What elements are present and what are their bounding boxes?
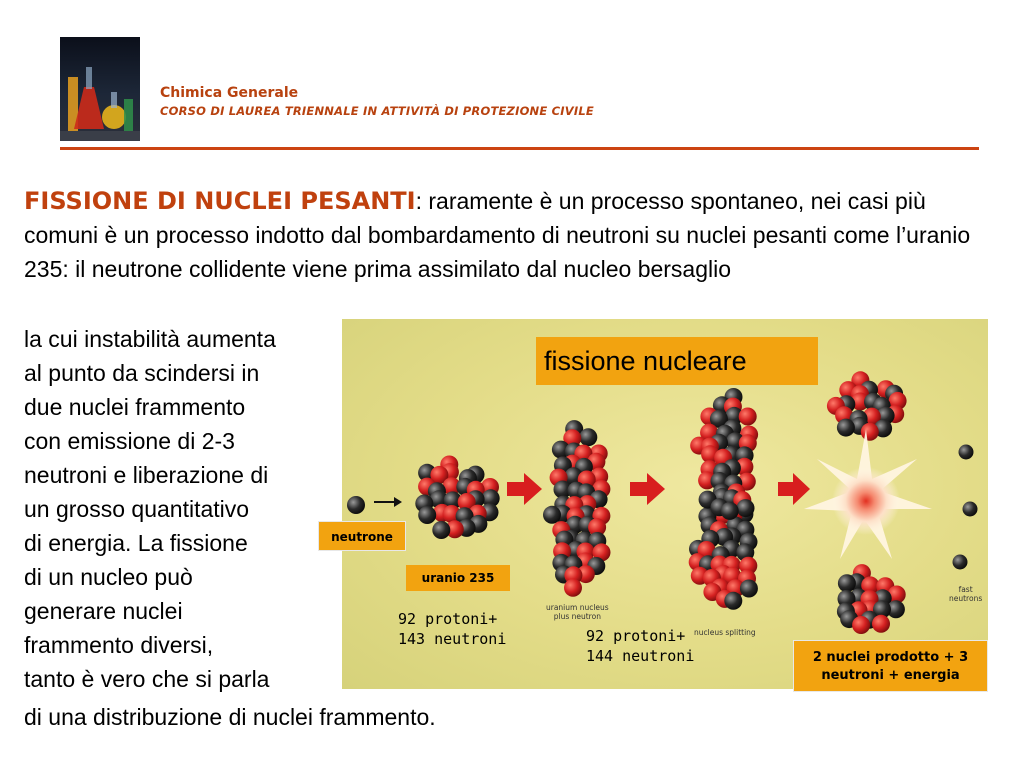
proton-sphere [872, 615, 890, 633]
caption-line: plus neutron [553, 612, 601, 621]
text-line: la cui instabilità aumenta [24, 326, 276, 352]
neutron-sphere [579, 428, 597, 446]
neutron-sphere [432, 521, 450, 539]
neutron-sphere [543, 506, 561, 524]
logo-lab-glassware [60, 37, 140, 141]
u236-protons: 92 protoni+ [586, 627, 686, 645]
neutron-sphere [418, 506, 436, 524]
label-uranium-235: uranio 235 [406, 565, 510, 591]
intro-text: : raramente è un processo spontaneo, nei casi più comuni è un processo indotto dal bombardamento di neutroni su nuclei pesanti come l’uranio 235: il neutrone collidente viene prima assimilato dal nucleo bersaglio [24, 188, 971, 282]
caption-line: fast [958, 585, 973, 594]
nucleus-splitting-caption: nucleus splitting [694, 628, 756, 637]
text-line: di energia. La fissione [24, 530, 248, 556]
incoming-arrow [374, 497, 402, 507]
diagram-title: fissione nucleare [536, 337, 818, 385]
header-divider [60, 147, 979, 150]
uranium-nucleus-caption [546, 603, 609, 621]
neutron-sphere [838, 574, 856, 592]
proton-sphere [852, 616, 870, 634]
proton-sphere [739, 408, 757, 426]
energy-flash [804, 429, 932, 559]
process-arrow [630, 473, 665, 505]
wrapped-text-column [24, 322, 344, 696]
fast-neutrons-caption [949, 585, 982, 603]
process-arrow [507, 473, 542, 505]
proton-sphere [861, 423, 879, 441]
neutron-sphere [721, 502, 739, 520]
header-title: Chimica Generale [160, 85, 299, 101]
neutron-sphere [724, 592, 742, 610]
section-title: FISSIONE DI NUCLEI PESANTI [24, 187, 416, 215]
label-products-line: neutroni + energia [821, 668, 960, 683]
text-line: un grosso quantitativo [24, 496, 250, 522]
label-neutron: neutrone [318, 521, 406, 551]
text-line: di un nucleo può [24, 564, 193, 590]
text-line: generare nuclei [24, 598, 183, 624]
lab-glassware-icon [60, 37, 140, 141]
fast-neutron [963, 502, 978, 517]
process-arrow [778, 473, 810, 505]
neutron-sphere [837, 419, 855, 437]
text-line: frammento diversi, [24, 632, 214, 658]
fast-neutron [959, 445, 974, 460]
neutron-sphere [740, 580, 758, 598]
text-line: neutroni e liberazione di [24, 462, 269, 488]
text-line: con emissione di 2-3 [24, 428, 235, 454]
u236-neutrons: 144 neutroni [586, 647, 695, 665]
u235-composition [398, 609, 506, 649]
header-subtitle: CORSO DI LAUREA TRIENNALE IN ATTIVITÀ DI PROTEZIONE CIVILE [160, 104, 594, 118]
text-line: due nuclei frammento [24, 394, 246, 420]
caption-line: neutrons [949, 594, 983, 603]
text-line: al punto da scindersi in [24, 360, 260, 386]
text-line: tanto è vero che si parla [24, 666, 270, 692]
caption-line: uranium nucleus [546, 603, 609, 612]
neutron-sphere [737, 499, 755, 517]
u235-protons: 92 protoni+ [398, 610, 498, 628]
u236-composition [586, 626, 694, 666]
label-products-line: 2 nuclei prodotto + 3 [812, 650, 969, 665]
intro-paragraph [24, 184, 994, 286]
closing-text-line: di una distribuzione di nuclei frammento. [24, 704, 436, 730]
proton-sphere [564, 579, 582, 597]
fast-neutron [953, 555, 968, 570]
incoming-neutron [347, 496, 365, 514]
u235-neutrons: 143 neutroni [398, 630, 507, 648]
label-products [793, 640, 988, 692]
